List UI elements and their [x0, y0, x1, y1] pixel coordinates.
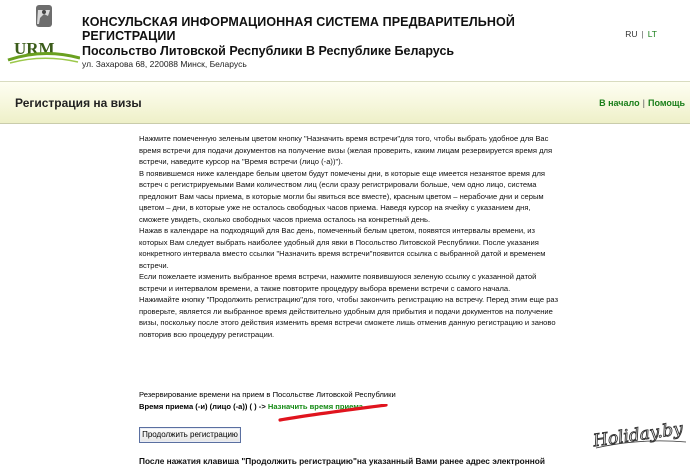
reservation-time-label: Время приема (-и) (лицо (-а)) ( ) -> — [139, 401, 268, 411]
language-switcher: RU | LT — [625, 29, 657, 39]
knight-emblem-icon — [36, 5, 52, 27]
urm-logo — [6, 4, 80, 66]
set-appointment-time-link[interactable]: Назначить время приема — [267, 401, 363, 411]
help-link[interactable]: Помощь — [647, 98, 685, 108]
embassy-name: Посольство Литовской Республики В Республике Беларусь — [82, 44, 455, 58]
instruction-paragraph: Нажимайте кнопку "Продолжить регистрацию"для того, чтобы закончить регистрацию на встречу. Перед этим еще раз проверьте, является ли выбранное время действительно удобным для прибытия и подачи документов на получение визы, поскольку после этого действия изменить время встречи сможете лишь отменив данную регистрацию и заново повторив всю процедуру регистрации. — [139, 295, 559, 339]
instruction-paragraph: Если пожелаете изменить выбранное время встречи, нажмите появившуюся зеленую ссылку с указанной датой встречи и интервалом времени, а также повторите процедуру выбора времени встречи с самого начала. — [139, 272, 537, 293]
reservation-heading: Резервирование времени на прием в Посольстве Литовской Республики — [139, 390, 396, 399]
page-title-bar — [0, 81, 690, 124]
instructions-text — [139, 133, 559, 340]
top-nav-links: В начало | Помощь — [599, 98, 685, 108]
system-title: КОНСУЛЬСКАЯ ИНФОРМАЦИОННАЯ СИСТЕМА ПРЕДВАРИТЕЛЬНОЙ РЕГИСТРАЦИИ — [82, 15, 515, 43]
home-link[interactable]: В начало — [599, 98, 640, 108]
continue-registration-button[interactable]: Продолжить регистрацию — [139, 427, 241, 443]
embassy-address: ул. Захарова 68, 220088 Минск, Беларусь — [82, 59, 247, 69]
svg-text:Holiday.by: Holiday.by — [591, 419, 685, 452]
page-title: Регистрация на визы — [15, 96, 142, 110]
logo-text: URM — [14, 39, 55, 58]
lang-lt-link[interactable]: LT — [647, 29, 657, 39]
red-underline-annotation — [278, 404, 390, 424]
instruction-paragraph: Нажмите помеченную зеленым цветом кнопку "Назначить время встречи"для того, чтобы выбрать удобное для Вас время встречи для подачи документов на получение визы (желая проверить, каким лицам резервируется время для встречи, наведите курсор на "Время встречи (лицо (-а))"). — [139, 134, 553, 166]
header — [0, 0, 690, 75]
bottom-note: После нажатия клавиша "Продолжить регистрацию"на указанный Вами ранее адрес электронной — [139, 456, 545, 466]
lang-ru-link[interactable]: RU — [625, 29, 638, 39]
instruction-paragraph: Нажав в календаре на подходящий для Вас день, помеченный белым цветом, появятся интервалы времени, из которых Вам следует выбрать наиболее удобный для явки в Посольство Литовской Республики. После указания конкретного интервала вместо ссылки "Назначить время встречи"появится ссылка с выбранной датой и временем встречи. — [139, 226, 546, 270]
holiday-watermark — [590, 418, 690, 469]
instruction-paragraph: В появившемся ниже календаре белым цветом будут помечены дни, в которые еще имеется незанятое время для встреч с регистрируемыми Вами количеством лиц (если сразу регистрировали больше, чем одно лицо, система предложит Вам часы приема, в которые могли бы явиться все вместе), красным цветом – нерабочие дни и серым цветом – дни, в которые уже не осталось свободных часов приема. Наведя курсор на ячейку с указанием дня, сможете увидеть, сколько свободных часов приема осталось на конкретный день. — [139, 168, 546, 224]
